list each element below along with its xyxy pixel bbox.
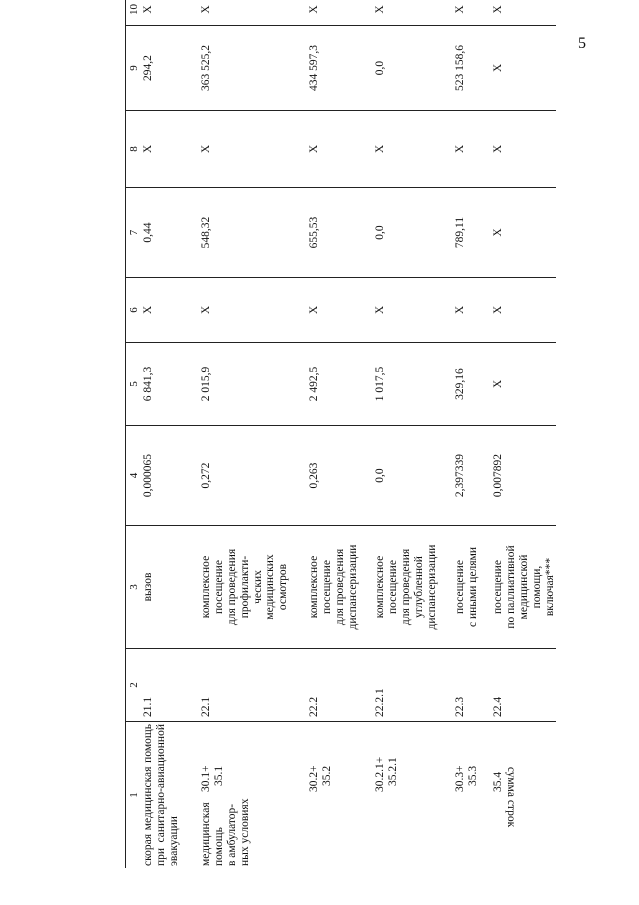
cell-c9: 363 525,2	[200, 26, 308, 111]
cell-c8: X	[374, 111, 454, 188]
cell-c6: X	[454, 278, 492, 343]
unit-cell: комплексное посещение для проведения диспансеризации	[308, 526, 374, 649]
column-number-row	[126, 0, 143, 868]
line-number: 22.1	[200, 649, 308, 722]
cell-c5: X	[492, 343, 556, 426]
unit-cell: посещение с иными целями	[454, 526, 492, 649]
line-number: 22.3	[454, 649, 492, 722]
cell-c6: X	[142, 278, 200, 343]
cell-c10: X	[200, 0, 308, 26]
page-number: 5	[578, 35, 586, 52]
table-row	[454, 0, 492, 868]
cell-c4: 0,007892	[492, 426, 556, 526]
code-cell	[374, 722, 454, 869]
cell-c10: X	[454, 0, 492, 26]
cell-c8: X	[492, 111, 556, 188]
code-cell	[492, 722, 556, 869]
code-label: 35.4	[492, 771, 504, 792]
cell-c8: X	[308, 111, 374, 188]
cell-c6: X	[492, 278, 556, 343]
table-row	[308, 0, 374, 868]
cell-c4: 0,263	[308, 426, 374, 526]
unit-cell: посещение по паллиативной медицинской помощи, включая***	[492, 526, 556, 649]
cell-c5: 2 015,9	[200, 343, 308, 426]
code-label: 30.2.1+ 35.2.1	[374, 756, 399, 792]
cell-c7: 548,32	[200, 188, 308, 278]
rotated-table-page	[107, 4, 556, 868]
tariff-table	[125, 0, 556, 868]
table-row	[142, 0, 200, 868]
cell-c8: X	[454, 111, 492, 188]
cell-c6: X	[308, 278, 374, 343]
code-cell	[454, 722, 492, 869]
col-number-3: 3	[126, 526, 143, 649]
cell-c4: 2,397339	[454, 426, 492, 526]
cell-c9: 0,0	[374, 26, 454, 111]
line-number: 22.4	[492, 649, 556, 722]
cell-c5: 329,16	[454, 343, 492, 426]
col-number-4: 4	[126, 426, 143, 526]
col-number-10: 10	[126, 0, 143, 26]
code-label: 30.3+ 35.3	[454, 765, 479, 792]
cell-c7: 0,44	[142, 188, 200, 278]
cell-c4: 0,000065	[142, 426, 200, 526]
unit-cell: вызов	[142, 526, 200, 649]
line-number: 21.1	[142, 649, 200, 722]
cell-c10: X	[142, 0, 200, 26]
group-label: скорая медицинская помощь при санитарно-авиационной эвакуации	[142, 722, 200, 869]
cell-c6: X	[200, 278, 308, 343]
cell-c9: 294,2	[142, 26, 200, 111]
col-number-9: 9	[126, 26, 143, 111]
table-row	[200, 0, 308, 868]
cell-c9: 434 597,3	[308, 26, 374, 111]
cell-c9: 523 158,6	[454, 26, 492, 111]
group-label: медицинская помощь в амбулатор- ных условиях	[200, 798, 251, 866]
col-number-7: 7	[126, 188, 143, 278]
col-number-1: 1	[126, 722, 143, 869]
table-row	[492, 0, 556, 868]
cell-c5: 2 492,5	[308, 343, 374, 426]
cell-c9: X	[492, 26, 556, 111]
code-label: 30.2+ 35.2	[308, 765, 333, 792]
line-number: 22.2.1	[374, 649, 454, 722]
cell-c8: X	[142, 111, 200, 188]
cell-c5: 6 841,3	[142, 343, 200, 426]
cell-c4: 0,0	[374, 426, 454, 526]
cell-c7: 0,0	[374, 188, 454, 278]
code-label: 30.1+ 35.1	[200, 765, 225, 792]
col-number-8: 8	[126, 111, 143, 188]
col-number-6: 6	[126, 278, 143, 343]
cell-c10: X	[308, 0, 374, 26]
cell-c7: 789,11	[454, 188, 492, 278]
cell-c10: X	[492, 0, 556, 26]
line-number: 22.2	[308, 649, 374, 722]
unit-cell: комплексное посещение для проведения профилакти- ческих медицинских осмотров	[200, 526, 308, 649]
code-cell	[308, 722, 374, 869]
cell-c7: 655,53	[308, 188, 374, 278]
cell-c8: X	[200, 111, 308, 188]
table-row	[374, 0, 454, 868]
cell-c6: X	[374, 278, 454, 343]
cell-c4: 0,272	[200, 426, 308, 526]
group-and-code	[200, 722, 308, 869]
unit-cell: комплексное посещение для проведения углубленной диспансеризации	[374, 526, 454, 649]
col-number-5: 5	[126, 343, 143, 426]
col-number-2: 2	[126, 649, 143, 722]
cell-c10: X	[374, 0, 454, 26]
sum-of-lines-label: сумма строк	[505, 766, 517, 828]
cell-c5: 1 017,5	[374, 343, 454, 426]
cell-c7: X	[492, 188, 556, 278]
